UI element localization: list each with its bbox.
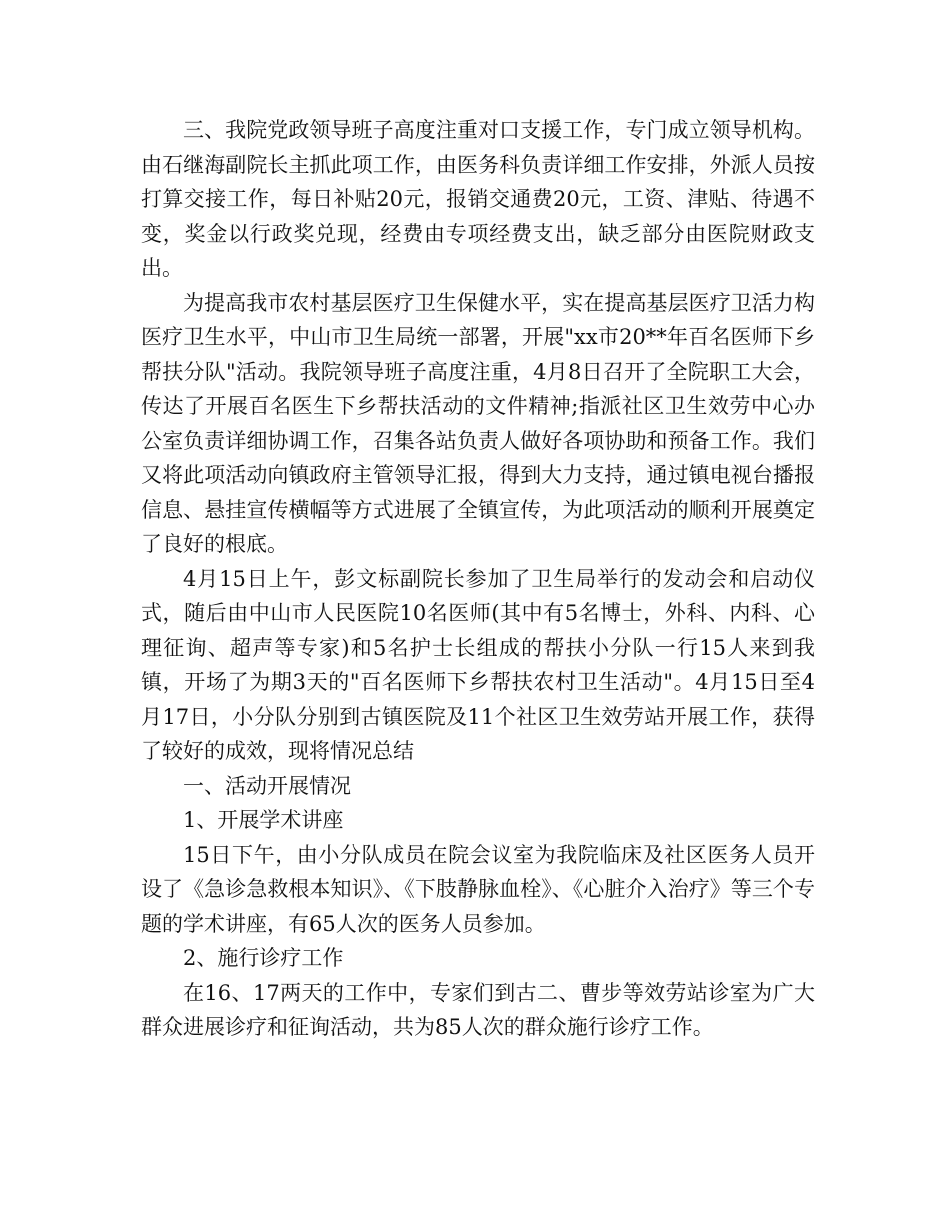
heading-lectures: 1、开展学术讲座: [183, 808, 344, 832]
heading-activity-overview: 一、活动开展情况: [183, 773, 351, 798]
heading-diagnosis: 2、施行诊疗工作: [183, 946, 344, 970]
paragraph-leadership: 三、我院党政领导班子高度注重对口支援工作，专门成立领导机构。由石继海副院长主抓此项工作，由医务科负责详细工作安排，外派人员按打算交接工作，每日补贴20元，报销交通费20元，工资、津贴、待遇不变，奖金以行政奖兑现，经费由专项经费支出，缺乏部分由医院财政支出。: [141, 118, 815, 280]
paragraph-diagnosis: 在16、17两天的工作中，专家们到古二、曹步等效劳站诊室为广大群众进展诊疗和征询活动，共为85人次的群众施行诊疗工作。: [141, 980, 815, 1039]
document-body: [141, 113, 815, 1045]
paragraph-lectures: 15日下午，由小分队成员在院会议室为我院临床及社区医务人员开设了《急诊急救根本知识》、《下肢静脉血栓》、《心脏介入治疗》等三个专题的学术讲座，有65人次的医务人员参加。: [141, 842, 815, 936]
paragraph-activity-start: 4月15日上午，彭文标副院长参加了卫生局举行的发动会和启动仪式，随后由中山市人民医院10名医师(其中有5名博士，外科、内科、心理征询、超声等专家)和5名护士长组成的帮扶小分队一行15人来到我镇，开场了为期3天的"百名医师下乡帮扶农村卫生活动"。4月15日至4月17日，小分队分别到古镇医院及11个社区卫生效劳站开展工作，获得了较好的成效，现将情况总结: [141, 566, 815, 763]
paragraph-background: 为提高我市农村基层医疗卫生保健水平，实在提高基层医疗卫活力构医疗卫生水平，中山市卫生局统一部署，开展"xx市20**年百名医师下乡帮扶分队"活动。我院领导班子高度注重，4月8日召开了全院职工大会，传达了开展百名医生下乡帮扶活动的文件精神;指派社区卫生效劳中心办公室负责详细协调工作，召集各站负责人做好各项协助和预备工作。我们又将此项活动向镇政府主管领导汇报，得到大力支持，通过镇电视台播报信息、悬挂宣传横幅等方式进展了全镇宣传，为此项活动的顺利开展奠定了良好的根底。: [141, 290, 815, 556]
